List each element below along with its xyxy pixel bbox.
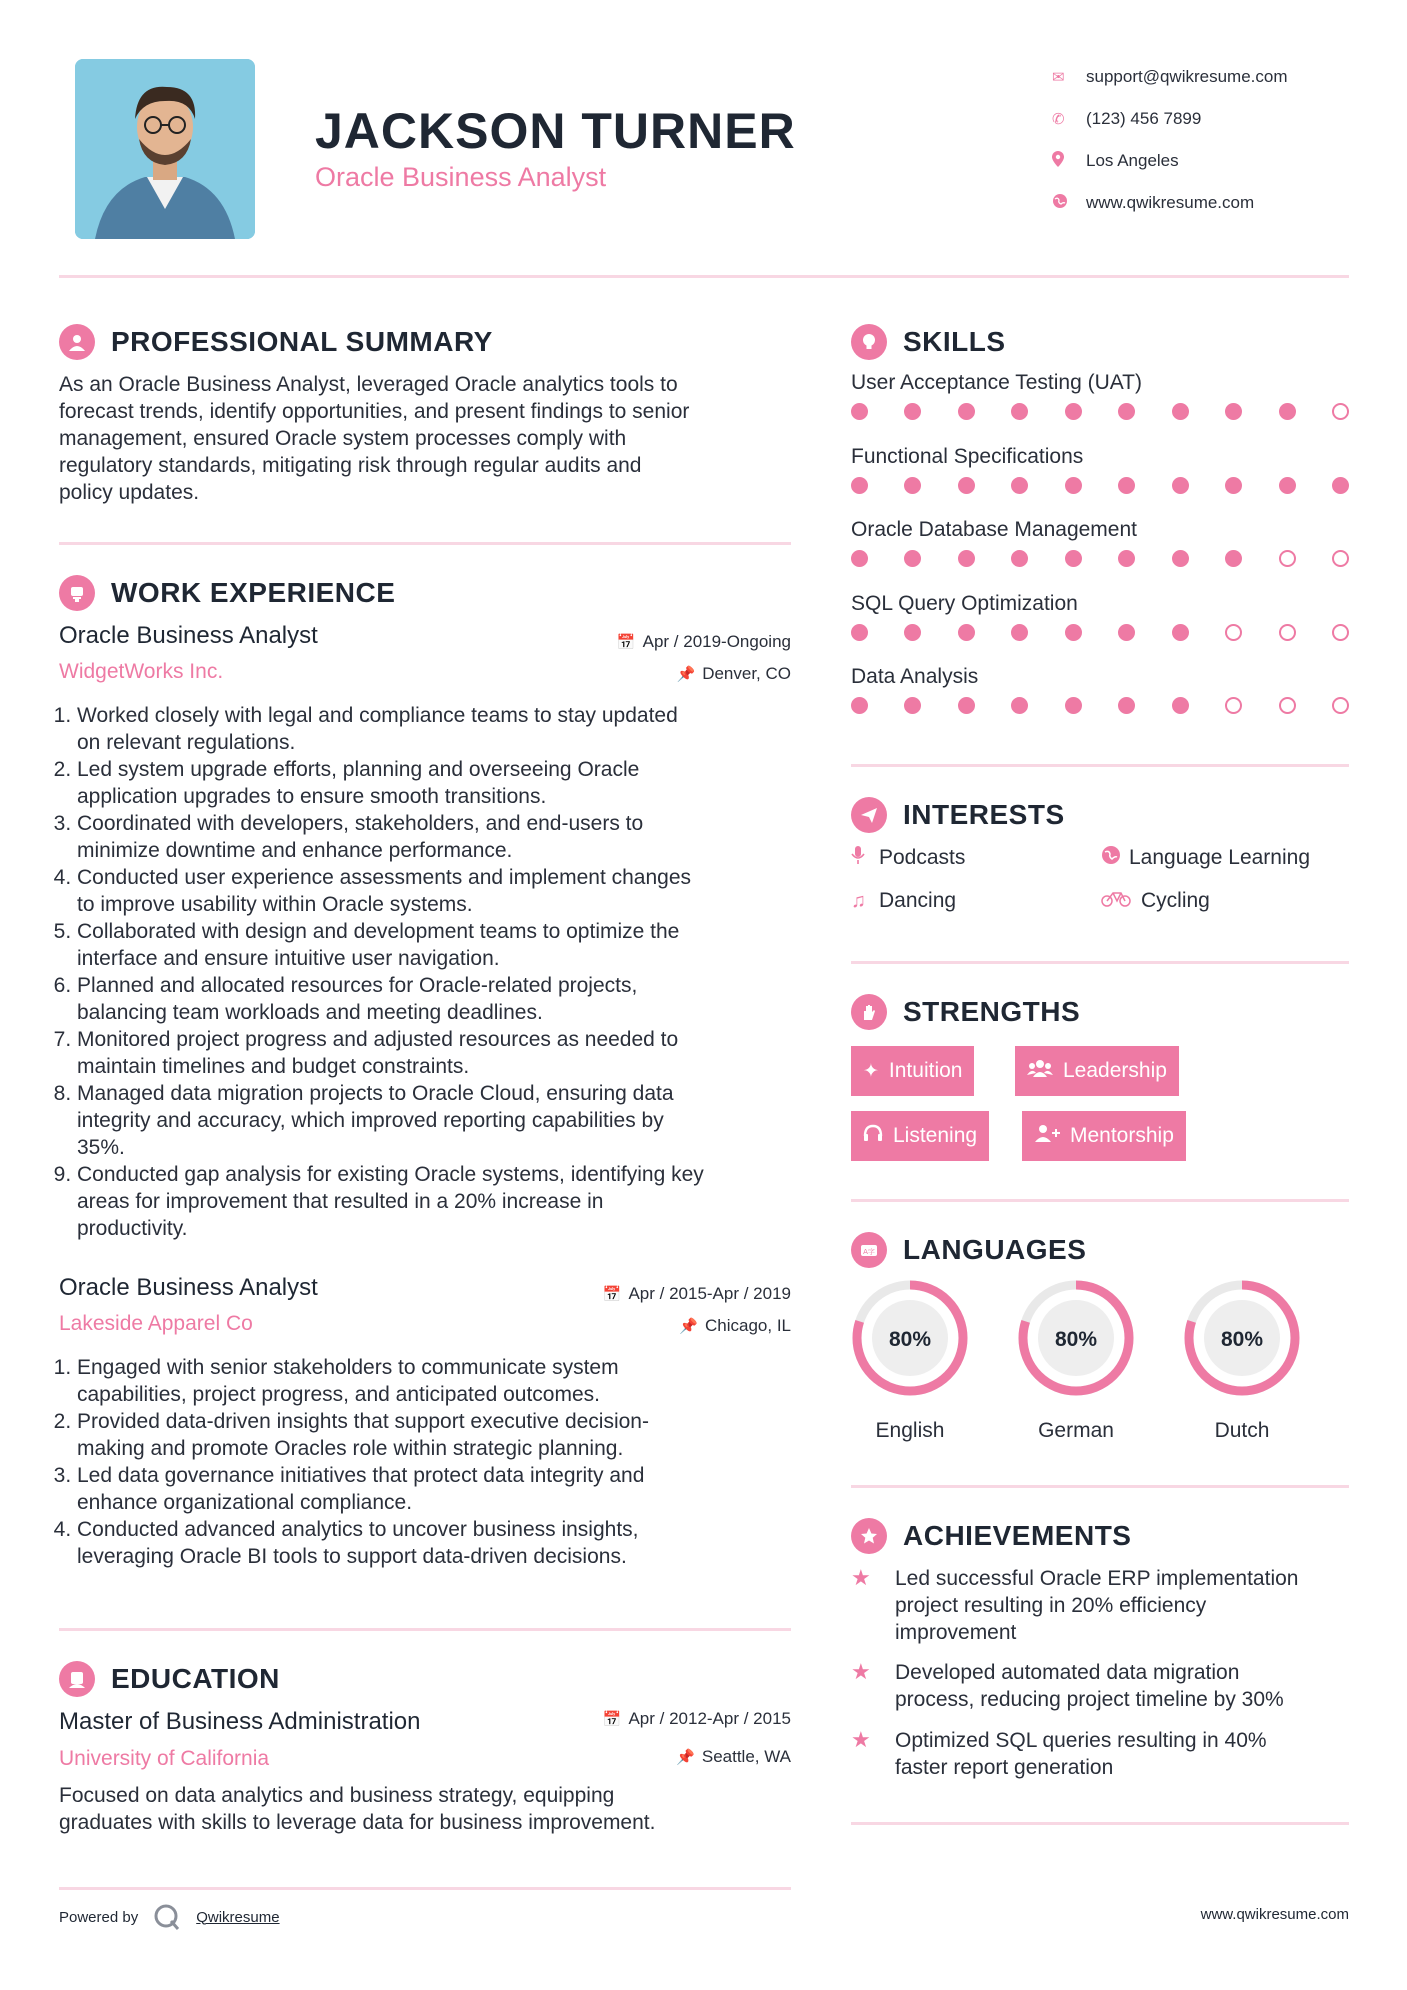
- list-item: 9. Conducted gap analysis for existing Oracle systems, identifying key areas for improvement that resulted in a 20% increase in productivity.: [77, 1161, 799, 1242]
- interest-item: Podcasts: [851, 845, 965, 871]
- contact-email[interactable]: ✉ support@qwikresume.com: [1052, 67, 1288, 86]
- header-divider: [59, 275, 1349, 278]
- experience-section-header: [59, 575, 395, 611]
- globe-icon: [1052, 193, 1086, 213]
- skills-title: SKILLS: [903, 326, 1006, 357]
- rating-dot-empty: [1332, 624, 1349, 641]
- qwikresume-link[interactable]: Qwikresume: [196, 1908, 280, 1926]
- rating-dot-filled: [1011, 624, 1028, 641]
- language-item: [850, 1278, 970, 1443]
- candidate-name: JACKSON TURNER: [315, 103, 796, 159]
- job-title-1: Oracle Business Analyst: [59, 622, 318, 649]
- rating-dot-filled: [1225, 403, 1242, 420]
- rating-dot-filled: [1279, 403, 1296, 420]
- skill-name: Oracle Database Management: [851, 518, 1137, 541]
- users-icon: [1027, 1059, 1053, 1083]
- achievements-title: ACHIEVEMENTS: [903, 1520, 1132, 1551]
- calendar-icon: 📅: [602, 1286, 622, 1303]
- skill-name: Data Analysis: [851, 665, 979, 688]
- rating-dot-filled: [958, 550, 975, 567]
- language-percent: 80%: [1220, 1328, 1264, 1351]
- list-item: 3. Coordinated with developers, stakeholders, and end-users to minimize downtime and enhance performance.: [77, 810, 799, 864]
- pushpin-icon: 📌: [676, 666, 696, 683]
- rating-dot-filled: [904, 403, 921, 420]
- languages-section-header: [851, 1232, 1086, 1268]
- skill-name: User Acceptance Testing (UAT): [851, 371, 1143, 394]
- phone-icon: ✆: [1052, 111, 1065, 128]
- strength-tag: ✦ Intuition: [851, 1046, 974, 1096]
- rating-dot-filled: [851, 550, 868, 567]
- job-bullets-2: [59, 1354, 799, 1570]
- rating-dot-filled: [904, 624, 921, 641]
- contact-list: [1052, 56, 1288, 224]
- rating-dot-filled: [958, 697, 975, 714]
- rating-dot-filled: [958, 403, 975, 420]
- interests-title: INTERESTS: [903, 799, 1065, 830]
- language-item: [1182, 1278, 1302, 1443]
- paper-plane-icon: [851, 797, 887, 833]
- skill-rating: [851, 697, 1349, 714]
- star-icon: ★: [851, 1565, 871, 1590]
- rating-dot-filled: [1172, 477, 1189, 494]
- rating-dot-filled: [1011, 477, 1028, 494]
- list-item: 2. Provided data-driven insights that support executive decision- making and promote Oracles role within strategic planning.: [77, 1408, 799, 1462]
- language-progress-ring: [1016, 1278, 1136, 1398]
- strength-tag: Mentorship: [1022, 1111, 1186, 1161]
- skill-rating: [851, 624, 1349, 641]
- map-pin-icon: [1052, 151, 1086, 171]
- list-item: 8. Managed data migration projects to Oracle Cloud, ensuring data integrity and accuracy, which improved reporting capabilities by 35%.: [77, 1080, 799, 1161]
- education-description: Focused on data analytics and business strategy, equipping graduates with skills to leverage data for business improvement.: [59, 1784, 656, 1834]
- rating-dot-filled: [851, 403, 868, 420]
- rating-dot-filled: [1011, 550, 1028, 567]
- pushpin-icon: 📌: [676, 1749, 695, 1766]
- footer-powered-by: Powered by Qwikresume: [59, 1902, 280, 1932]
- language-progress-ring: [1182, 1278, 1302, 1398]
- company-1: WidgetWorks Inc.: [59, 660, 224, 683]
- star-icon: ★: [851, 1659, 871, 1684]
- skill-row: [851, 518, 1351, 567]
- rating-dot-empty: [1279, 697, 1296, 714]
- calendar-icon: 📅: [602, 1711, 622, 1728]
- hand-icon: [851, 994, 887, 1030]
- list-item: 7. Monitored project progress and adjusted resources as needed to maintain timelines and budget constraints.: [77, 1026, 799, 1080]
- experience-divider: [59, 1628, 791, 1631]
- rating-dot-empty: [1279, 624, 1296, 641]
- rating-dot-filled: [1065, 477, 1082, 494]
- language-name: German: [1038, 1419, 1114, 1442]
- languages-divider: [851, 1485, 1349, 1488]
- rating-dot-filled: [1065, 624, 1082, 641]
- strength-tag: Leadership: [1015, 1046, 1179, 1096]
- list-item: 4. Conducted user experience assessments and implement changes to improve usability within Oracle systems.: [77, 864, 799, 918]
- svg-text:A字: A字: [863, 1248, 875, 1256]
- skill-row: [851, 665, 1351, 714]
- list-item: 5. Collaborated with design and development teams to optimize the interface and ensure intuitive user navigation.: [77, 918, 799, 972]
- language-percent: 80%: [1054, 1328, 1098, 1351]
- list-item: 1. Worked closely with legal and compliance teams to stay updated on relevant regulations.: [77, 702, 799, 756]
- microphone-icon: [851, 845, 879, 871]
- job-dates-1: 📅 Apr / 2019-Ongoing: [616, 632, 791, 651]
- interests-section-header: [851, 797, 1065, 833]
- rating-dot-empty: [1332, 403, 1349, 420]
- list-item: 3. Led data governance initiatives that protect data integrity and enhance organizational compliance.: [77, 1462, 799, 1516]
- contact-website[interactable]: www.qwikresume.com: [1052, 182, 1288, 224]
- candidate-role: Oracle Business Analyst: [315, 162, 607, 192]
- skill-row: [851, 445, 1351, 494]
- rating-dot-empty: [1225, 697, 1242, 714]
- rating-dot-filled: [1172, 550, 1189, 567]
- skill-rating: [851, 403, 1349, 420]
- skill-rating: [851, 550, 1349, 567]
- interest-item: ♫ Dancing: [851, 889, 957, 912]
- rating-dot-filled: [1225, 550, 1242, 567]
- strengths-divider: [851, 1199, 1349, 1202]
- job-location-1: 📌 Denver, CO: [676, 664, 791, 683]
- strength-tag: Listening: [851, 1111, 989, 1161]
- rating-dot-filled: [1011, 403, 1028, 420]
- interest-item: Cycling: [1101, 889, 1210, 913]
- skill-name: Functional Specifications: [851, 445, 1084, 468]
- briefcase-icon: [59, 575, 95, 611]
- rating-dot-filled: [851, 477, 868, 494]
- skills-divider: [851, 764, 1349, 767]
- language-card-icon: [851, 1232, 887, 1268]
- headphones-icon: [863, 1124, 883, 1148]
- rating-dot-filled: [904, 697, 921, 714]
- rating-dot-empty: [1279, 550, 1296, 567]
- rating-dot-empty: [1225, 624, 1242, 641]
- rating-dot-filled: [1172, 403, 1189, 420]
- rating-dot-filled: [1118, 403, 1135, 420]
- rating-dot-filled: [1172, 624, 1189, 641]
- interests-divider: [851, 961, 1349, 964]
- profile-photo: [75, 59, 255, 239]
- skill-rating: [851, 477, 1349, 494]
- experience-title: WORK EXPERIENCE: [111, 577, 396, 608]
- interest-item: Language Learning: [1101, 845, 1310, 871]
- rating-dot-filled: [851, 697, 868, 714]
- education-dates: 📅 Apr / 2012-Apr / 2015: [602, 1709, 791, 1728]
- job-location-2: 📌 Chicago, IL: [679, 1316, 791, 1335]
- list-item: 1. Engaged with senior stakeholders to communicate system capabilities, project progress, and anticipated outcomes.: [77, 1354, 799, 1408]
- education-divider: [59, 1887, 791, 1890]
- qwikresume-logo-icon: [152, 1902, 182, 1932]
- rating-dot-filled: [958, 624, 975, 641]
- globe-icon: [1101, 845, 1129, 871]
- calendar-icon: 📅: [616, 634, 636, 651]
- language-name: Dutch: [1214, 1419, 1270, 1442]
- education-title: EDUCATION: [111, 1663, 280, 1694]
- footer-website[interactable]: www.qwikresume.com: [1200, 1906, 1349, 1923]
- language-progress-ring: [850, 1278, 970, 1398]
- summary-text: As an Oracle Business Analyst, leveraged Oracle analytics tools to forecast trends, identify opportunities, and present findings to senior management, ensured Oracle system processes comply with regulatory standards, mitigating risk through regular audits and policy updates.: [59, 373, 690, 504]
- user-plus-icon: [1034, 1124, 1060, 1148]
- rating-dot-filled: [1279, 477, 1296, 494]
- rating-dot-empty: [1332, 550, 1349, 567]
- summary-divider: [59, 542, 791, 545]
- skills-section-header: [851, 324, 1006, 360]
- rating-dot-filled: [904, 477, 921, 494]
- lightbulb-icon: [851, 324, 887, 360]
- achievements-section-header: [851, 1518, 1131, 1554]
- list-item: 4. Conducted advanced analytics to uncover business insights, leveraging Oracle BI tools to support data-driven decisions.: [77, 1516, 799, 1570]
- envelope-icon: ✉: [1052, 69, 1065, 86]
- achievements-divider: [851, 1822, 1349, 1825]
- language-name: English: [875, 1419, 945, 1442]
- rating-dot-filled: [1225, 477, 1242, 494]
- job-bullets-1: [59, 702, 799, 1242]
- rating-dot-filled: [1065, 403, 1082, 420]
- rating-dot-filled: [1118, 697, 1135, 714]
- rating-dot-filled: [1118, 624, 1135, 641]
- star-icon: ★: [851, 1727, 871, 1752]
- strengths-section-header: [851, 994, 1080, 1030]
- magic-wand-icon: ✦: [863, 1060, 879, 1082]
- rating-dot-filled: [1118, 477, 1135, 494]
- degree-title: Master of Business Administration: [59, 1708, 421, 1735]
- rating-dot-filled: [851, 624, 868, 641]
- summary-title: PROFESSIONAL SUMMARY: [111, 326, 493, 357]
- languages-title: LANGUAGES: [903, 1234, 1087, 1265]
- job-title-2: Oracle Business Analyst: [59, 1274, 318, 1301]
- graduate-icon: [59, 1661, 95, 1697]
- rating-dot-filled: [1011, 697, 1028, 714]
- rating-dot-empty: [1332, 697, 1349, 714]
- job-dates-2: 📅 Apr / 2015-Apr / 2019: [602, 1284, 791, 1303]
- school-name: University of California: [59, 1747, 270, 1770]
- contact-phone: ✆ (123) 456 7899: [1052, 109, 1202, 128]
- rating-dot-filled: [1065, 550, 1082, 567]
- education-section-header: [59, 1661, 280, 1697]
- education-location: 📌 Seattle, WA: [676, 1747, 791, 1766]
- list-item: 6. Planned and allocated resources for Oracle-related projects, balancing team workloads and meeting deadlines.: [77, 972, 799, 1026]
- pushpin-icon: 📌: [679, 1318, 698, 1335]
- summary-section-header: [59, 324, 493, 360]
- star-badge-icon: [851, 1518, 887, 1554]
- achievement-item: ★ Led successful Oracle ERP implementation project resulting in 20% efficiency improvement: [851, 1565, 1299, 1644]
- music-icon: ♫: [851, 889, 866, 912]
- achievement-item: ★ Optimized SQL queries resulting in 40% faster report generation: [851, 1727, 1267, 1779]
- user-icon: [59, 324, 95, 360]
- skill-row: [851, 592, 1351, 641]
- skill-row: [851, 371, 1351, 420]
- rating-dot-filled: [904, 550, 921, 567]
- achievement-item: ★ Developed automated data migration process, reducing project timeline by 30%: [851, 1659, 1284, 1711]
- bicycle-icon: [1101, 889, 1141, 913]
- strengths-title: STRENGTHS: [903, 996, 1081, 1027]
- rating-dot-filled: [1172, 697, 1189, 714]
- company-2: Lakeside Apparel Co: [59, 1312, 253, 1335]
- language-item: [1016, 1278, 1136, 1443]
- rating-dot-filled: [1332, 477, 1349, 494]
- skill-name: SQL Query Optimization: [851, 592, 1078, 615]
- list-item: 2. Led system upgrade efforts, planning and overseeing Oracle application upgrades to ensure smooth transitions.: [77, 756, 799, 810]
- rating-dot-filled: [1118, 550, 1135, 567]
- contact-location: Los Angeles: [1052, 140, 1288, 182]
- rating-dot-filled: [958, 477, 975, 494]
- rating-dot-filled: [1065, 697, 1082, 714]
- language-percent: 80%: [888, 1328, 932, 1351]
